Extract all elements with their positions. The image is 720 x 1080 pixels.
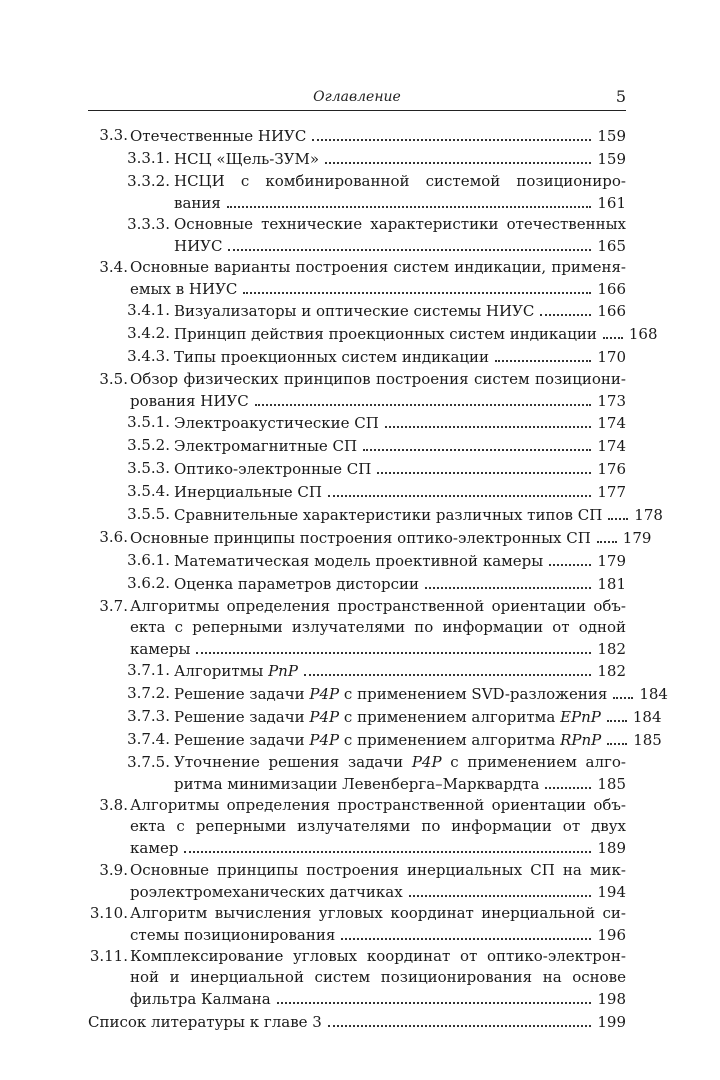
toc-entry-text [174, 300, 626, 321]
toc-entry-text [88, 1011, 626, 1032]
toc-entry-page: 174 [597, 437, 626, 455]
toc-entry-page: 182 [597, 662, 626, 680]
toc-entry-number: 3.7. [99, 597, 128, 615]
dot-leader [613, 683, 633, 699]
toc-entry-text [174, 458, 626, 479]
toc-entry-page: 185 [597, 775, 626, 793]
toc-entry-text [174, 706, 662, 727]
toc-entry-page: 179 [597, 552, 626, 570]
toc-entry-title-line: ритма минимизации Левенберга–Марквардта [174, 775, 540, 793]
dot-leader [228, 235, 591, 251]
toc-entry-title-line: екта с реперными излучателями по информации от двух [130, 817, 626, 835]
toc-entry-number: 3.7.1. [127, 661, 170, 679]
toc-entry-text [130, 903, 626, 945]
toc-entry-title-line: Список литературы к главе 3 [88, 1013, 322, 1031]
toc-entry-title-line: НИУС [174, 237, 223, 255]
toc-entry-title-line: рования НИУС [130, 392, 249, 410]
dot-leader [540, 300, 591, 316]
toc-entry-title-line: камеры [130, 640, 191, 658]
math-symbol: EPnP [560, 708, 601, 726]
toc-entry-page: 184 [632, 708, 662, 726]
dot-leader [363, 435, 591, 451]
dot-leader [243, 278, 591, 294]
toc-entry-title-line: Типы проекционных систем индикации [174, 348, 490, 366]
toc-entry-page: 177 [597, 483, 626, 501]
toc-entry-text [130, 860, 626, 902]
toc-entry-number: 3.5.1. [127, 413, 170, 431]
toc-entry-number: 3.3.2. [127, 172, 170, 190]
toc-entry-page: 173 [597, 392, 626, 410]
toc-entry-number: 3.3.3. [127, 215, 170, 233]
toc-entry-text [174, 481, 626, 502]
toc-entry-text [174, 214, 626, 256]
toc-entry-title-line: екта с реперными излучателями по информации от одной [130, 618, 626, 636]
math-symbol: P4P [309, 685, 340, 703]
toc-entry-title-line: Оценка параметров дисторсии [174, 575, 420, 593]
dot-leader [409, 881, 592, 897]
toc-entry-page: 161 [597, 194, 626, 212]
toc-entry-title-line: ной и инерциальной систем позиционирования на основе [130, 968, 626, 986]
toc-entry-page: 159 [597, 150, 626, 168]
math-symbol: P4P [309, 731, 340, 749]
dot-leader [328, 481, 591, 497]
toc-entry-title-line: Уточнение решения задачи P4P с применением алго- [174, 753, 626, 771]
toc-entry-text [174, 752, 626, 794]
toc-entry-page: 168 [628, 325, 658, 343]
toc-entry-number: 3.5.5. [127, 505, 170, 523]
dot-leader [607, 729, 627, 745]
toc-entry-page: 181 [597, 575, 626, 593]
toc-entry-title-line: Решение задачи P4P с применением алгоритма RPnP [174, 731, 602, 749]
toc-entry-number: 3.7.5. [127, 753, 170, 771]
dot-leader [184, 837, 591, 853]
dot-leader [196, 638, 591, 654]
toc-entry-page: 165 [597, 237, 626, 255]
toc-entry-text [130, 795, 626, 858]
toc-entry-number: 3.6.1. [127, 551, 170, 569]
dot-leader [603, 323, 623, 339]
toc-entry-title-line: Основные варианты построения систем индикации, применя- [130, 258, 626, 276]
page-number: 5 [615, 87, 626, 106]
math-symbol: RPnP [560, 731, 602, 749]
toc-entry-number: 3.7.2. [127, 684, 170, 702]
dot-leader [495, 346, 591, 362]
toc-entry-title-line: камер [130, 839, 179, 857]
toc-entry-title-line: Алгоритмы PnP [174, 662, 298, 680]
toc-entry-number: 3.6. [99, 528, 128, 546]
toc-entry-text [174, 346, 626, 367]
toc-entry-title-line: Алгоритмы определения пространственной ориентации объ- [130, 796, 626, 814]
toc-entry-number: 3.4. [99, 258, 128, 276]
toc-entry-number: 3.10. [89, 904, 128, 922]
toc-entry-page: 189 [597, 839, 626, 857]
toc-entry-title-line: Алгоритмы определения пространственной ориентации объ- [130, 597, 626, 615]
running-header-title: Оглавление [313, 89, 401, 105]
toc-entry-text [130, 125, 626, 146]
dot-leader [325, 148, 591, 164]
toc-entry-title-line: стемы позиционирования [130, 926, 336, 944]
toc-entry-number: 3.7.4. [127, 730, 170, 748]
toc-entry-title-line: Оптико-электронные СП [174, 460, 372, 478]
toc-entry-text [174, 148, 626, 169]
toc-entry-title-line: Принцип действия проекционных систем индикации [174, 325, 597, 343]
toc-entry-page: 185 [633, 731, 662, 749]
toc-entry-text [130, 257, 626, 299]
dot-leader [277, 988, 592, 1004]
toc-entry-page: 182 [597, 640, 626, 658]
toc-entry-text [130, 369, 626, 411]
toc-entry-page: 179 [622, 529, 652, 547]
toc-entry-page: 166 [597, 302, 626, 320]
toc-entry-title-line: фильтра Калмана [130, 990, 271, 1008]
toc-entry-text [174, 412, 626, 433]
dot-leader [304, 660, 591, 676]
toc-entry-page: 176 [597, 460, 626, 478]
toc-entry-number: 3.3.1. [127, 149, 170, 167]
dot-leader [549, 550, 591, 566]
dot-leader [545, 773, 591, 789]
toc-entry-title-line: Математическая модель проективной камеры [174, 552, 544, 570]
dot-leader [255, 390, 592, 406]
toc-entry-title-line: Электроакустические СП [174, 414, 379, 432]
toc-entry-text [130, 596, 626, 659]
toc-entry-number: 3.5. [99, 370, 128, 388]
toc-entry-title-line: НСЦИ с комбинированной системой позициониро- [174, 172, 626, 190]
toc-entry-number: 3.7.3. [127, 707, 170, 725]
toc-entry-page: 170 [597, 348, 626, 366]
toc-entry-title-line: Решение задачи P4P с применением алгоритма EPnP [174, 708, 601, 726]
dot-leader [312, 125, 591, 141]
toc-entry-title-line: Сравнительные характеристики различных типов СП [174, 506, 603, 524]
toc-entry-text [174, 729, 662, 750]
dot-leader [227, 192, 592, 208]
toc-entry-text [174, 573, 626, 594]
toc-entry-title-line: Отечественные НИУС [130, 127, 307, 145]
toc-entry-number: 3.4.3. [127, 347, 170, 365]
toc-entry-title-line: Инерциальные СП [174, 483, 322, 501]
toc-entry-title-line: роэлектромеханических датчиках [130, 883, 403, 901]
toc-entry-page: 159 [597, 127, 626, 145]
toc-entry-text [174, 550, 626, 571]
toc-entry-number: 3.3. [99, 126, 128, 144]
dot-leader [328, 1011, 592, 1027]
toc-entry-text [174, 504, 663, 525]
toc-entry-number: 3.4.1. [127, 301, 170, 319]
toc-entry-number: 3.4.2. [127, 324, 170, 342]
toc-entry-title-line: Обзор физических принципов построения систем позициони- [130, 370, 626, 388]
toc-entry-page: 174 [597, 414, 626, 432]
toc-entry-text [174, 435, 626, 456]
toc-entry-title-line: Основные технические характеристики отечественных [174, 215, 626, 233]
toc-entry-number: 3.5.2. [127, 436, 170, 454]
toc-entry-page: 199 [597, 1013, 626, 1031]
toc-entry-page: 184 [639, 685, 668, 703]
dot-leader [607, 706, 627, 722]
dot-leader [608, 504, 628, 520]
toc-entry-number: 3.6.2. [127, 574, 170, 592]
math-symbol: P4P [411, 753, 442, 771]
toc-entry-title-line: емых в НИУС [130, 280, 238, 298]
math-symbol: PnP [268, 662, 298, 680]
toc-entry-number: 3.9. [99, 861, 128, 879]
toc-entry-text [174, 660, 626, 681]
toc-entry-title-line: Алгоритм вычисления угловых координат инерциальной си- [130, 904, 626, 922]
toc-entry-page: 166 [597, 280, 626, 298]
toc-entry-number: 3.11. [89, 947, 128, 965]
dot-leader [341, 924, 591, 940]
toc-entry-text [130, 946, 626, 1009]
toc-entry-number: 3.5.4. [127, 482, 170, 500]
toc-entry-page: 194 [597, 883, 626, 901]
toc-entry-title-line: Основные принципы построения оптико-электронных СП [130, 529, 591, 547]
math-symbol: P4P [309, 708, 340, 726]
toc-entry-text [174, 683, 668, 704]
toc-entry-page: 196 [597, 926, 626, 944]
toc-entry-page: 198 [597, 990, 626, 1008]
toc-entry-page: 178 [634, 506, 663, 524]
toc-entry-text [174, 171, 626, 213]
dot-leader [425, 573, 591, 589]
toc-entry-title-line: Основные принципы построения инерциальных СП на мик- [130, 861, 626, 879]
dot-leader [377, 458, 591, 474]
toc-entry-text [174, 323, 658, 344]
toc-entry-title-line: НСЦ «Щель-ЗУМ» [174, 150, 320, 168]
toc-entry-number: 3.5.3. [127, 459, 170, 477]
toc-entry-title-line: Электромагнитные СП [174, 437, 358, 455]
toc-entry-title-line: вания [174, 194, 221, 212]
toc-entry-number: 3.8. [99, 796, 128, 814]
dot-leader [597, 527, 617, 543]
toc-entry-text [130, 527, 652, 548]
dot-leader [385, 412, 592, 428]
toc-entry-title-line: Визуализаторы и оптические системы НИУС [174, 302, 535, 320]
toc-entry-title-line: Решение задачи P4P с применением SVD-разложения [174, 685, 608, 703]
toc-entry-title-line: Комплексирование угловых координат от оптико-электрон- [130, 947, 626, 965]
